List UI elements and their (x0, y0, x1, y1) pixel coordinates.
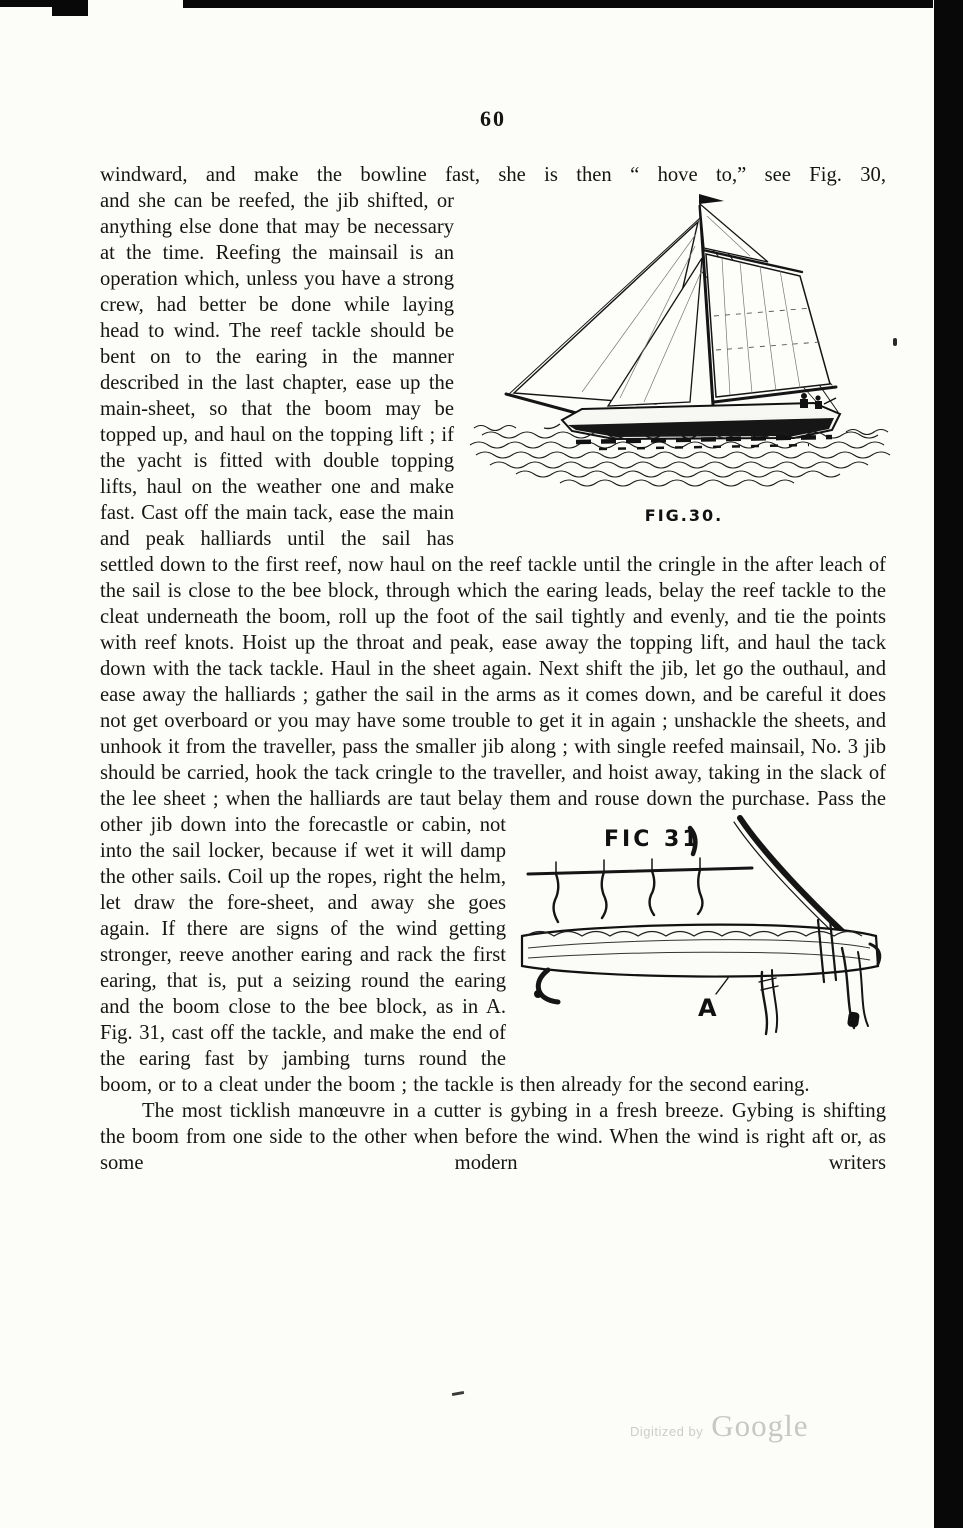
figure-31-marker-a: A (698, 994, 717, 1022)
google-logo-text: Google (711, 1408, 809, 1443)
boom-reef-earing-illustration (518, 814, 890, 1058)
page-number: 60 (480, 106, 506, 131)
scan-artifact-right-edge (934, 0, 963, 1528)
paragraph-main-b: the forecastle or cabin, not into the sail locker, because if wet it will damp the other sails. Coil up the ropes, right the helm, let draw the fore-sheet, and away she goes again. If there are signs of the wind getting stronger, reeve another earing and rack the first earing, that is, put a seizing round the earing and the boom close to the bee block, as in A. Fig. 31, cast off the tackle, and make the end of the earing fast by jambing turns round the boom, or to a cleat under the boom ; the tackle is then already for the second earing. (100, 814, 810, 1096)
scan-artifact-top-edge (183, 0, 933, 8)
figure-31 (518, 814, 890, 1058)
paragraph-main-a: and she can be reefed, the jib shifted, or anything else done that may be necessary at the time. Reefing the mainsail is an operation which, unless you have a strong crew, had better be done while laying head to wind. The reef tackle should be bent on to the earing in the manner described in the last chapter, ease up the main-sheet, so that the boom may be topped up, and haul on the topping lift ; if the yacht is fitted with double topping lifts, haul on the weather one and make fast. Cast off the main tack, ease the main and peak halliards until the sail has settled down to the first reef, now haul on the reef tackle until the cringle in the after leach of the sail is close to the bee block, through which the earing leads, belay the reef tackle to the cleat underneath the boom, roll up the foot of the sail tightly and evenly, and tie the points with reef knots. Hoist up the throat and peak, ease away the topping lift, and haul the tack down with the tack tackle. Haul in the sheet again. Next shift the jib, let go the outhaul, and ease away the halliards ; gather the sail in the arms as it comes down, and be careful it does not get overboard or you may have some trouble to get it in again ; unshackle the sheets, and unhook it from the traveller, pass the smaller jib along ; with single reefed mainsail, No. 3 jib should be carried, hook the tack cringle to the traveller, and hoist away, taking in the slack of the lee sheet ; when the halliards are taut belay them and rouse down the purchase. Pass the other jib down into (100, 190, 886, 836)
figure-31-label: FIC 31 (604, 827, 701, 852)
digitized-by-google-watermark (630, 1408, 808, 1444)
scan-artifact-dash (452, 1391, 464, 1396)
page-content (100, 106, 886, 1176)
cutter-hove-to-illustration (464, 192, 904, 497)
figure-30-caption: FIG.30. (644, 506, 724, 525)
scan-artifact-top-left-blob (52, 0, 88, 16)
paragraph-final: The most ticklish manœuvre in a cutter is gybing in a fresh breeze. Gybing is shifting the boom from one side to the other when before the wind. When the wind is right aft or, as some modern writers (100, 1100, 886, 1174)
body-text (100, 188, 886, 1098)
paragraph-intro: windward, and make the bowline fast, she is then “ hove to,” see Fig. 30, (100, 164, 886, 186)
figure-30 (464, 192, 904, 529)
watermark-prefix: Digitized by (630, 1424, 704, 1439)
